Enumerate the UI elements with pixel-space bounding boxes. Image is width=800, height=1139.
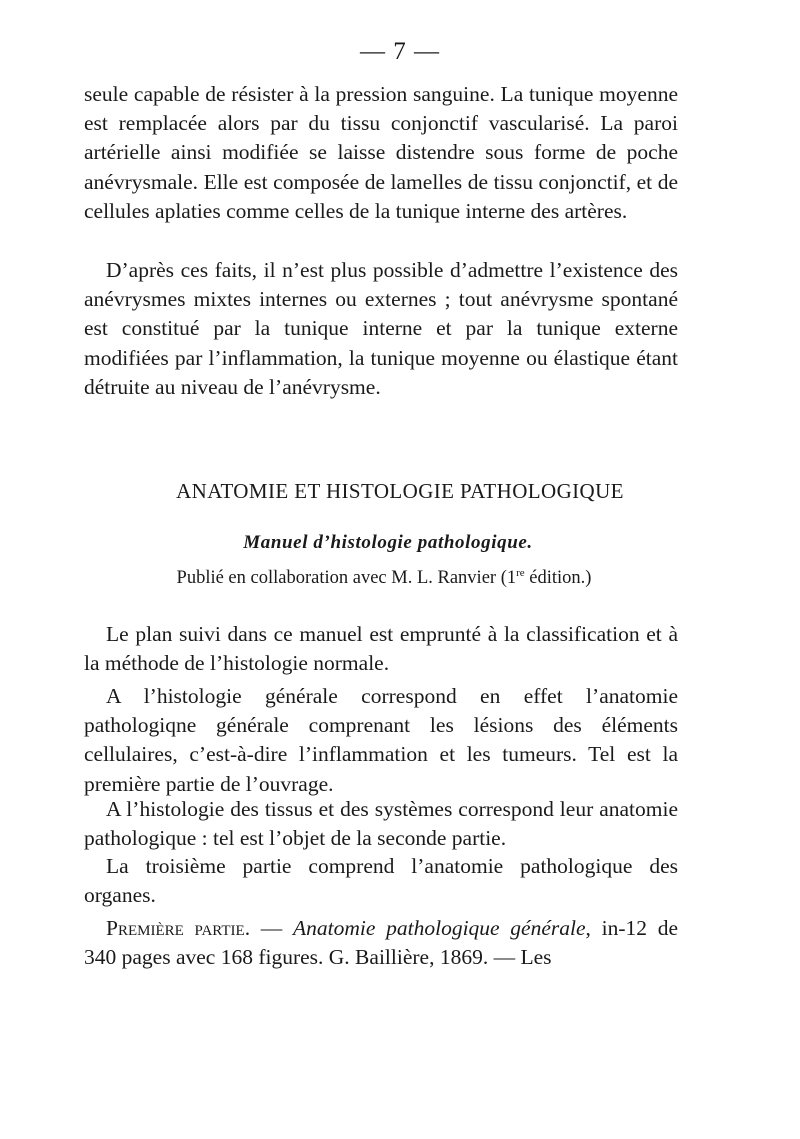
citation-details: , in-12 de 340 pages avec 168 figures. G. Baillière, 1869. — Les: [84, 916, 678, 970]
paragraph-aneurysm-wall: [84, 80, 678, 226]
paragraph-text: [84, 914, 678, 972]
book-title: Manuel d’histologie pathologique.: [243, 532, 533, 553]
paragraph-general-histology: [84, 682, 678, 799]
em-dash: —: [250, 916, 294, 940]
section-heading: ANATOMIE ET HISTOLOGIE PATHOLOGIQUE: [176, 479, 624, 503]
paragraph-third-part: [84, 852, 678, 910]
edition-superscript: re: [516, 567, 525, 579]
paragraph-text: D’après ces faits, il n’est plus possible d’admettre l’existence des anévrysmes mixtes internes ou externes ; tout anévrysme spontané est constitué par la tunique interne et par la tunique externe modifiées par l’inflammation, la tunique moyenne ou élastique étant détruite au niveau de l’anévrysme.: [84, 258, 678, 399]
paragraph-text: A l’histologie des tissus et des systèmes correspond leur anatomie pathologique : tel est l’objet de la seconde partie.: [84, 797, 678, 851]
paragraph-first-part-citation: [84, 914, 678, 972]
paragraph-aneurysm-conclusion: [84, 256, 678, 402]
publication-note-end: édition.): [524, 568, 592, 588]
paragraph-text: La troisième partie comprend l’anatomie pathologique des organes.: [84, 854, 678, 908]
page-number: — 7 —: [360, 38, 440, 65]
first-part-label: Première partie.: [106, 916, 251, 940]
paragraph-text: A l’histologie générale correspond en effet l’anatomie pathologiqne générale comprenant les lésions des éléments cellulaires, c’est-à-dire l’inflammation et les tumeurs. Tel est la première partie de l’ouvrage.: [84, 684, 678, 796]
paragraph-manual-plan: [84, 620, 678, 678]
paragraph-tissue-histology: [84, 795, 678, 853]
first-part-title: Anatomie pathologique générale: [293, 916, 586, 940]
paragraph-text: Le plan suivi dans ce manuel est emprunté à la classification et à la méthode de l’histologie normale.: [84, 622, 678, 676]
publication-note-text: Publié en collaboration avec M. L. Ranvier (1: [176, 568, 517, 588]
publication-note: [0, 568, 768, 589]
paragraph-text: seule capable de résister à la pression sanguine. La tunique moyenne est remplacée alors par du tissu conjonctif vascularisé. La paroi artérielle ainsi modifiée se laisse distendre sous forme de poche anévrysmale. Elle est composée de lamelles de tissu conjonctif, et de cellules aplaties comme celles de la tunique interne des artères.: [84, 82, 678, 223]
